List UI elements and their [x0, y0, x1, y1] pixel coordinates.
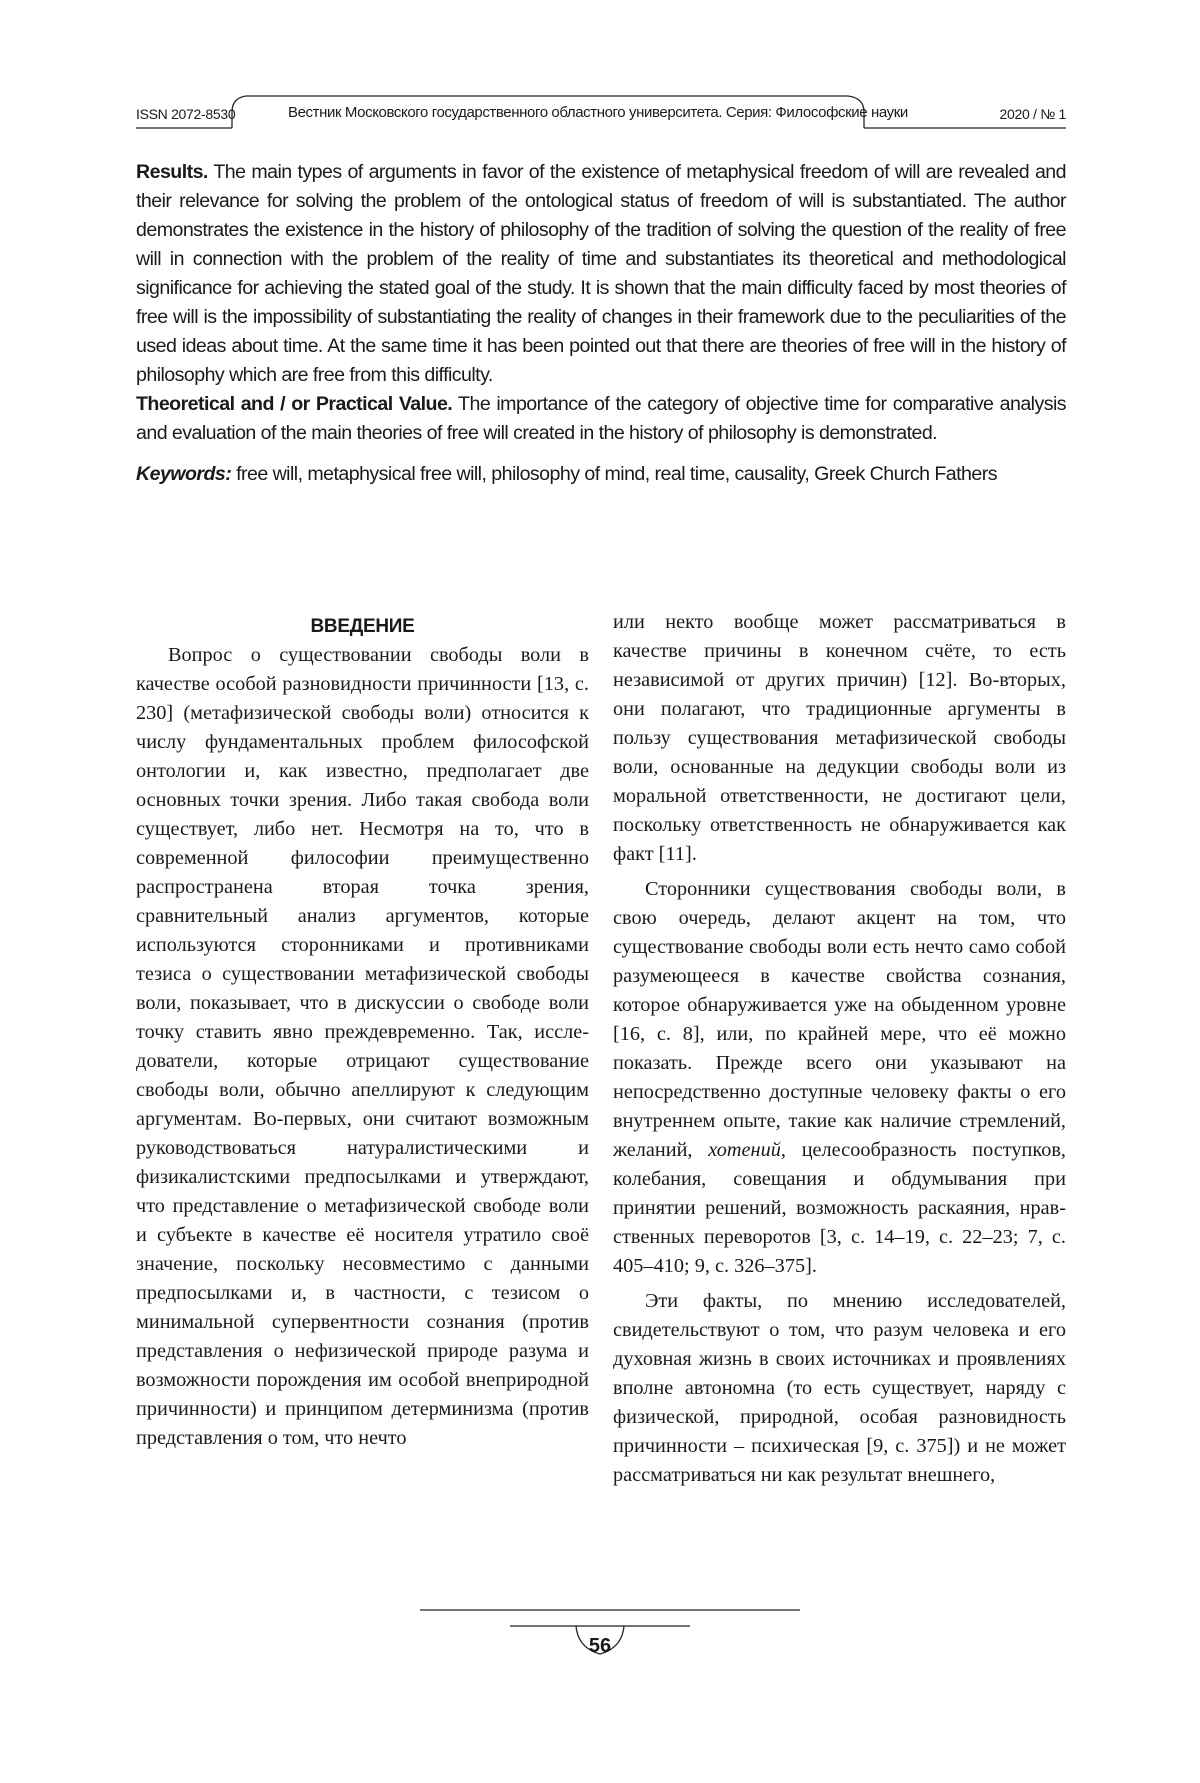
right-paragraph-2-end: , целесообразность поступков, колебания, совещания и обдумывания при принятии решений, возможность раскаяния, нравственных переворотов [3, с. 14–19, с. 22–23; 7, с. 405–410; 9, с. 326–375]. — [613, 1139, 1066, 1277]
right-paragraph-2 — [613, 875, 1066, 1281]
keywords-text: free will, metaphysical free will, philosophy of mind, real time, causality, Greek Church Fathers — [231, 463, 997, 485]
abstract-block — [136, 158, 1066, 489]
left-paragraph-1: Вопрос о существовании свободы воли в качестве особой разновидности причинности [13, с. 230] (метафизической свободы воли) относится к числу фундаментальных проблем философской онтологии и, как известно, предполагает две основных точки зрения. Либо такая свобода воли существует, либо нет. Несмотря на то, что в современной философии преимущественно распространена вторая точка зрения, сравнительный анализ аргументов, которые используются сторонниками и противниками тезиса о существовании метафизической свободы воли, показывает, что в дискуссии о свободе воли точку ставить явно преждевременно. Так, исследователи, которые отрицают существование свободы воли, обычно апеллируют к следующим аргументам. Во-первых, они считают возможным руководствоваться натуралистическими и физикалистскими предпосылками и утверждают, что представление о метафизической свободе воли и субъекте в качестве её носителя утратило своё значение, поскольку несовместимо с данными предпосылками и, в частности, с тезисом о минимальной супервентности сознания (против представления о нефизической природе разума и возможности порождения им особой внеприродной причинности) и принципом детерминизма (против представления о том, что нечто — [136, 644, 589, 1449]
page-number: 56 — [588, 1635, 612, 1657]
section-title: ВВЕДЕНИЕ — [310, 616, 415, 637]
right-paragraph-2-start: Сторонники существования свободы воли, в свою очередь, делают акцент на том, что существование свободы воли есть нечто само собой разумеющееся в качестве свойства сознания, которое обнаруживается уже на обыденном уровне [16, с. 8], или, по крайней мере, что её можно показать. Прежде всего они указывают на непосредственно доступные человеку факты о его внутреннем опыте, такие как наличие стремлений, желаний, — [613, 878, 1066, 1161]
issue-label: 2020 / № 1 — [999, 106, 1066, 122]
results-paragraph — [136, 158, 1066, 390]
keywords-paragraph — [136, 460, 1066, 489]
results-text: The main types of arguments in favor of the existence of metaphysical freedom of will are revealed and their relevance for solving the problem of the ontological status of freedom of will is substantiated. The author demonstrates the existence in the history of philosophy of the tradition of solving the question of the reality of free will in connection with the problem of the reality of time and substantiates its theoretical and methodological significance for achieving the stated goal of the study. It is shown that the main difficulty faced by most theories of free will is the impossibility of substantiating the reality of changes in their framework due to the peculiarities of the used ideas about time. At the same time it has been pointed out that there are theories of free will in the history of philosophy which are free from this difficulty. — [136, 161, 1066, 386]
running-header — [136, 88, 1066, 138]
page-footer — [0, 1600, 1200, 1680]
journal-title: Вестник Московского государственного областного университета. Серия: Философские науки — [288, 104, 908, 121]
keywords-label: Keywords: — [136, 463, 232, 485]
issn-label: ISSN 2072-8530 — [136, 106, 236, 122]
right-paragraph-1: или некто вообще может рассматриваться в качестве причины в конечном счёте, то есть независимой от других причин) [12]. Во-вторых, они полагают, что традиционные аргументы в пользу существования метафизической свободы воли, основанные на дедукции свободы воли из моральной ответственности, не достигают цели, поскольку ответственность не обнаруживается как факт [11]. — [613, 611, 1066, 865]
value-text: The importance of the category of objective time for comparative analysis and evaluation of the main theories of free will created in the history of philosophy is demonstrated. — [136, 393, 1067, 444]
value-label: Theoretical and / or Practical Value. — [136, 393, 453, 415]
right-paragraph-2-italic: хотений — [708, 1139, 781, 1161]
right-paragraph-3: Эти факты, по мнению исследователей, свидетельствуют о том, что разум человека и его духовная жизнь в своих источниках и проявлениях вполне автономна (то есть существует, наряду с физической, природной, особая разновидность причинности – психическая [9, с. 375]) и не может рассматриваться ни как результат внешнего, — [613, 1290, 1066, 1486]
results-label: Results. — [136, 161, 208, 183]
right-column — [613, 608, 1066, 1490]
value-paragraph — [136, 390, 1066, 448]
left-column — [136, 612, 589, 1453]
